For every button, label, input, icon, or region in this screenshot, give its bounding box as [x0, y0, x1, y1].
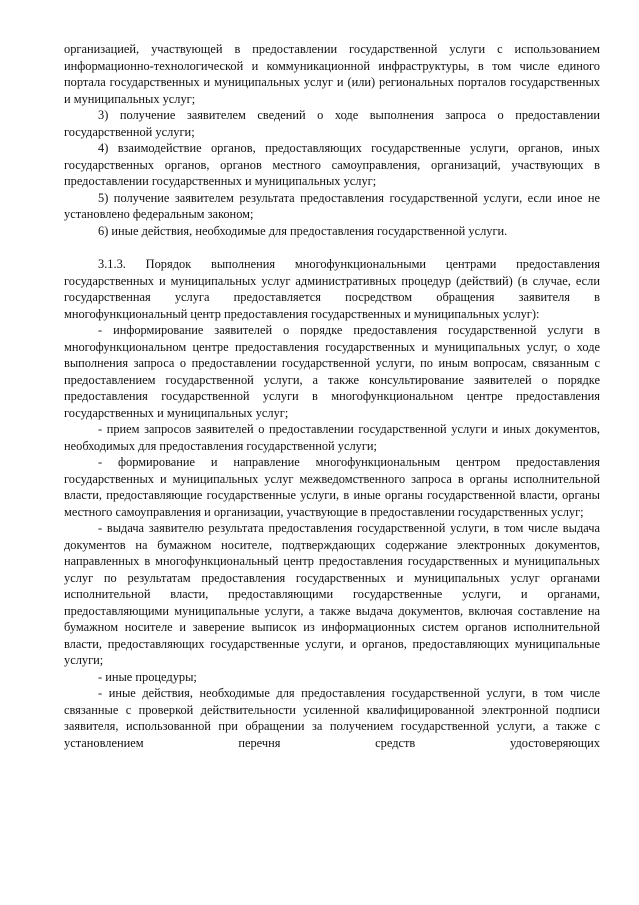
- list-item-receiving-requests: - прием запросов заявителей о предоставлении государственной услуги и иных документов, необходимых для предоставления государственной услуги;: [64, 422, 600, 453]
- paragraph-item-5: 5) получение заявителем результата предоставления государственной услуги, если иное не установлено федеральным законом;: [64, 190, 600, 221]
- list-item-informing: - информирование заявителей о порядке предоставления государственной услуги в многофункциональном центре предоставления государственных и муниципальных услуг, о ходе выполнения запроса о предоставлении государственной услуги, по иным вопросам, связанным с предоставлением государственной услуги, а также консультирование заявителей о порядке предоставления государственной услуги в многофункциональном центре предоставления государственных и муниципальных услуг;: [64, 323, 600, 420]
- list-item-other-actions: - иные действия, необходимые для предоставления государственной услуги, в том числе связанные с проверкой действительности усиленной квалифицированной электронной подписи заявителя, использованной при обращении за получением государственной услуги, а также с установлением перечня средств удостоверяющих: [64, 686, 600, 750]
- paragraph-item-6: 6) иные действия, необходимые для предоставления государственной услуги.: [98, 223, 508, 238]
- document-page: [64, 41, 600, 751]
- paragraph-continuation: организацией, участвующей в предоставлении государственной услуги с использованием информационно-технологической и коммуникационной инфраструктуры, в том числе единого портала государственных и муниципальных услуг и (или) региональных порталов государственных и муниципальных услуг;: [64, 42, 600, 106]
- paragraph-item-4: 4) взаимодействие органов, предоставляющих государственные услуги, органов, иных государственных органов, органов местного самоуправления, организаций, участвующих в предоставлении государственных и муниципальных услуг;: [64, 141, 600, 188]
- list-item-issuing-result: - выдача заявителю результата предоставления государственной услуги, в том числе выдача документов на бумажном носителе, подтверждающих содержание электронных документов, направленных в многофункциональный центр предоставления государственных и муниципальных услуг по результатам предоставления государственных и муниципальных услуг органами исполнительной власти, предоставляющими государственные услуги, и органами, предоставляющими муниципальные услуги, а также выдача документов, включая составление на бумажном носителе и заверение выписок из информационных систем органов исполнительной власти, предоставляющих государственные услуги, и органов, предоставляющих муниципальные услуги;: [64, 521, 600, 667]
- section-3-1-3: 3.1.3. Порядок выполнения многофункциональными центрами предоставления государственных и муниципальных услуг административных процедур (действий) (в случае, если государственная услуга предоставляется посредством обращения заявителя в многофункциональный центр предоставления государственных и муниципальных услуг):: [64, 257, 600, 321]
- list-item-other-procedures: - иные процедуры;: [98, 669, 197, 684]
- paragraph-item-3: 3) получение заявителем сведений о ходе выполнения запроса о предоставлении государственной услуги;: [64, 108, 600, 139]
- list-item-interagency-request: - формирование и направление многофункциональным центром предоставления государственных и муниципальных услуг межведомственного запроса в органы исполнительной власти, предоставляющие государственные услуги, в иные органы государственной власти, органы местного самоуправления и организации, участвующие в предоставлении государственных услуг;: [64, 455, 600, 519]
